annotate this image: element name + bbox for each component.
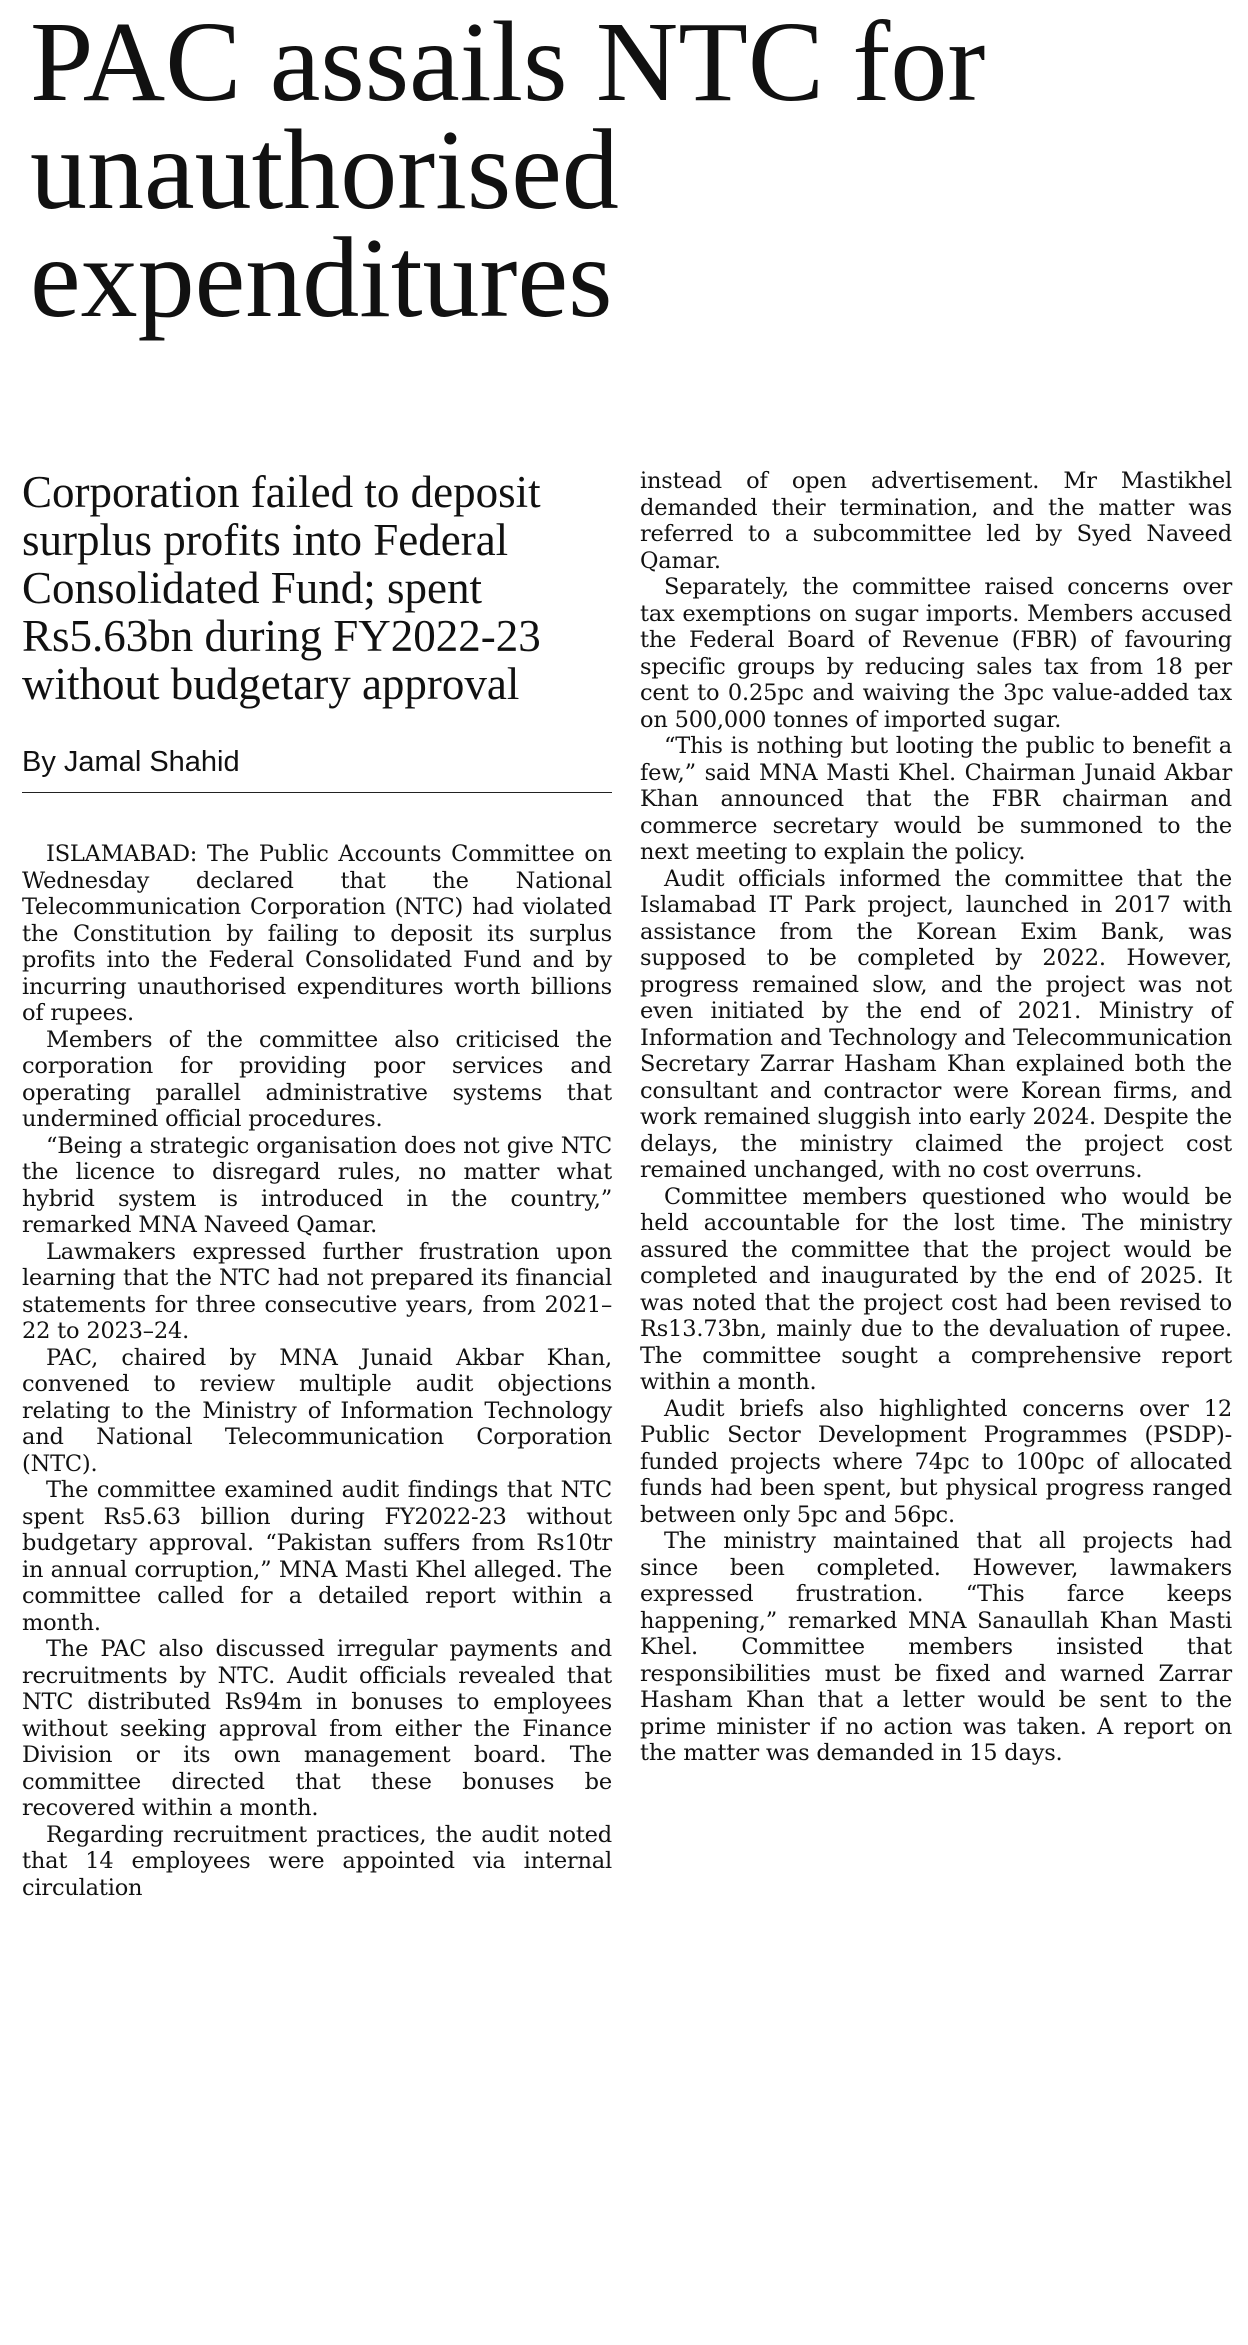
paragraph: The ministry maintained that all projects had since been completed. However, lawmakers expressed frustration. “This farce keeps happening,” remarked MNA Sanaullah Khan Masti Khel. Committee members insisted that responsibilities must be fixed and warned Zarrar Hasham Khan that a letter would be sent to the prime minister if no action was taken. A report on the matter was demanded in 15 days. (640, 1528, 1232, 1766)
paragraph: PAC, chaired by MNA Junaid Akbar Khan, convened to review multiple audit objections relating to the Ministry of Information Technology and National Telecommunication Corporation (NTC). (22, 1344, 612, 1477)
paragraph: Audit briefs also highlighted concerns over 12 Public Sector Development Programmes (PSDP)-funded projects where 74pc to 100pc of allocated funds had been spent, but physical progress ranged between only 5pc and 56pc. (640, 1395, 1232, 1528)
paragraph: “Being a strategic organisation does not give NTC the licence to disregard rules, no matter what hybrid system is introduced in the country,” remarked MNA Naveed Qamar. (22, 1132, 612, 1238)
paragraph: The committee examined audit findings that NTC spent Rs5.63 billion during FY2022-23 without budgetary approval. “Pakistan suffers from Rs10tr in annual corruption,” MNA Masti Khel alleged. The committee called for a detailed report within a month. (22, 1477, 612, 1636)
paragraph: Committee members questioned who would be held accountable for the lost time. The ministry assured the committee that the project would be completed and inaugurated by the end of 2025. It was noted that the project cost had been revised to Rs13.73bn, mainly due to the devaluation of rupee. The committee sought a comprehensive report within a month. (640, 1183, 1232, 1395)
paragraph: Audit officials informed the committee that the Islamabad IT Park project, launched in 2017 with assistance from the Korean Exim Bank, was supposed to be completed by 2022. However, progress remained slow, and the project was not even initiated by the end of 2021. Ministry of Information and Technology and Telecommunication Secretary Zarrar Hasham Khan explained both the consultant and contractor were Korean firms, and work remained sluggish into early 2024. Despite the delays, the ministry claimed the project cost remained unchanged, with no cost overruns. (640, 865, 1232, 1183)
paragraph: “This is nothing but looting the public to benefit a few,” said MNA Masti Khel. Chairman Junaid Akbar Khan announced that the FBR chairman and commerce secretary would be summoned to the next meeting to explain the policy. (640, 733, 1232, 865)
paragraph: ISLAMABAD: The Public Accounts Committee on Wednesday declared that the National Telecommunication Corporation (NTC) had violated the Constitution by failing to deposit its surplus profits into the Federal Consolidated Fund and by incurring unauthorised expenditures worth billions of rupees. (22, 841, 612, 1026)
paragraph: The PAC also discussed irregular payments and recruitments by NTC. Audit officials revealed that NTC distributed Rs94m in bonuses to employees without seeking approval from either the Finance Division or its own management board. The committee directed that these bonuses be recovered within a month. (22, 1636, 612, 1821)
paragraph: Regarding recruitment practices, the audit noted that 14 employees were appointed via internal circulation (22, 1821, 612, 1901)
paragraph: Separately, the committee raised concerns over tax exemptions on sugar imports. Members accused the Federal Board of Revenue (FBR) of favouring specific groups by reducing sales tax from 18 per cent to 0.25pc and waiving the 3pc value-added tax on 500,000 tonnes of imported sugar. (640, 574, 1232, 733)
paragraph: Members of the committee also criticised the corporation for providing poor services and operating parallel administrative systems that undermined official procedures. (22, 1026, 612, 1132)
article-body-right (640, 468, 1232, 1767)
deck: Corporation failed to deposit surplus profits into Federal Consolidated Fund; spent Rs5.63bn during FY2022-23 without budgetary approval (22, 467, 541, 709)
headline: PAC assails NTC for unauthorised expenditures (30, 0, 986, 341)
left-column (22, 468, 612, 1901)
byline: By Jamal Shahid (22, 744, 612, 793)
paragraph-continuation: instead of open advertisement. Mr Mastikhel demanded their termination, and the matter was referred to a subcommittee led by Syed Naveed Qamar. (640, 468, 1232, 574)
article-body-left (22, 841, 612, 1901)
paragraph: Lawmakers expressed further frustration upon learning that the NTC had not prepared its financial statements for three consecutive years, from 2021–22 to 2023–24. (22, 1238, 612, 1344)
